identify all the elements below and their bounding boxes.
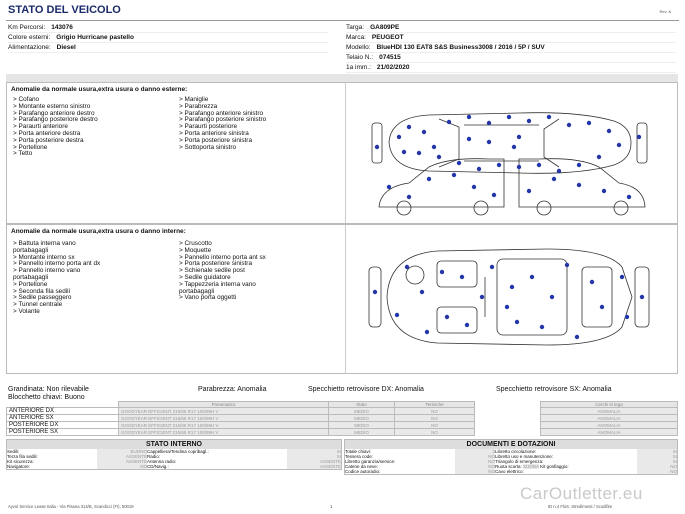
- model-value: BlueHDI 130 EAT8 S&S Business3008 / 2016 / 5P / SUV: [376, 44, 545, 51]
- summary-block: [8, 386, 678, 401]
- list-item: portabagagli: [13, 273, 49, 281]
- vehicle-info-right: [346, 23, 676, 73]
- windshield-status: Parabrezza: Anomalia: [198, 386, 267, 393]
- damage-marker: [512, 145, 516, 149]
- damage-marker: [472, 185, 476, 189]
- frame-label: Telaio N.:: [346, 54, 374, 61]
- color-label: Colore esterni:: [8, 34, 51, 41]
- damage-marker: [557, 169, 561, 173]
- damage-marker: [540, 325, 544, 329]
- damage-marker: [640, 295, 644, 299]
- damage-marker: [625, 315, 629, 319]
- list-item: > Paraurti anteriore: [13, 123, 68, 131]
- plate-label: Targa:: [346, 24, 365, 31]
- list-item: > Schienale sedile post: [179, 267, 245, 275]
- damage-marker: [567, 123, 571, 127]
- damage-marker: [552, 177, 556, 181]
- page-title: STATO DEL VEICOLO: [8, 4, 121, 16]
- damage-marker: [452, 173, 456, 177]
- exterior-damage-diagram: [369, 87, 654, 219]
- documents-table: [345, 449, 677, 474]
- list-item: > Parafango posteriore sinistro: [179, 116, 267, 124]
- brand-value: PEUGEOT: [371, 34, 404, 41]
- damage-marker: [565, 263, 569, 267]
- damage-marker: [445, 315, 449, 319]
- damage-marker: [515, 320, 519, 324]
- damage-marker: [517, 135, 521, 139]
- damage-marker: [577, 163, 581, 167]
- footer-address: Ayvol Service Lease Italia - Via Pisana 314/B, Scandicci (FI), 50018: [8, 504, 134, 509]
- damage-marker: [597, 155, 601, 159]
- interior-title: Anomalie da normale usura,extra usura o danno interne:: [11, 228, 186, 235]
- interior-section: [6, 224, 678, 374]
- damage-marker: [457, 161, 461, 165]
- damage-marker: [637, 135, 641, 139]
- key-block-status: Blocchetto chiavi: Buono: [8, 393, 85, 401]
- list-item: > Parabrezza: [179, 102, 218, 110]
- damage-marker: [427, 177, 431, 181]
- damage-marker: [447, 120, 451, 124]
- model-label: Modello:: [346, 44, 371, 51]
- damage-marker: [402, 150, 406, 154]
- interior-status-title: STATO INTERNO: [7, 440, 341, 449]
- list-item: > Moquette: [179, 246, 212, 254]
- damage-marker: [537, 163, 541, 167]
- list-item: > Pannello interno porta ant dx: [13, 260, 101, 268]
- list-item: > Parafango anteriore destro: [13, 109, 95, 117]
- list-item: > Portellone: [13, 143, 48, 151]
- list-item: > Battuta interna vano: [13, 240, 76, 247]
- damage-marker: [397, 135, 401, 139]
- rim-header: Cerchi in lega: [541, 402, 678, 408]
- fuel-label: Alimentazione:: [8, 44, 51, 51]
- list-item: > Sottoporta sinistro: [179, 143, 237, 151]
- table-row: Kit sicurezza: ASSENTE Antenna radio: ASSENTE: [7, 459, 341, 464]
- damage-marker: [373, 290, 377, 294]
- vehicle-info-left: [8, 23, 328, 53]
- damage-marker: [575, 335, 579, 339]
- registration-label: 1a imm.:: [346, 64, 371, 71]
- table-row: Navigatore: NO CD/Navig.: ASSENTE: [7, 464, 341, 469]
- interior-column-divider: [345, 225, 346, 373]
- registration-value: 21/02/2020: [376, 64, 410, 71]
- damage-marker: [395, 313, 399, 317]
- table-row: POSTERIORE DX GOODYEAR EFFICIENT 215/65 R17 100/99H V MEDIO NO ANOMALIA: [7, 422, 678, 429]
- color-value: Grigio Hurricane pastello: [56, 34, 134, 41]
- list-item: > Tetto: [13, 150, 33, 158]
- damage-marker: [425, 330, 429, 334]
- hail-status: Grandinata: Non rilevabile: [8, 386, 89, 393]
- table-row: ANTERIORE DX GOODYEAR EFFICIENT 215/65 R17 100/99H V MEDIO NO ANOMALIA: [7, 408, 678, 415]
- fuel-value: Diesel: [56, 44, 76, 51]
- damage-marker: [577, 183, 581, 187]
- damage-marker: [440, 270, 444, 274]
- band-divider: [6, 74, 678, 82]
- damage-marker: [480, 295, 484, 299]
- footer-page-number: 1: [330, 504, 333, 509]
- damage-marker: [530, 275, 534, 279]
- damage-marker: [607, 129, 611, 133]
- damage-marker: [600, 305, 604, 309]
- exterior-section: [6, 82, 678, 224]
- damage-marker: [517, 165, 521, 169]
- damage-marker: [487, 140, 491, 144]
- interior-damage-diagram: [367, 237, 657, 367]
- list-item: > Paraurti posteriore: [179, 123, 238, 131]
- interior-list-right: [179, 241, 349, 302]
- list-item: > Sedile guidatore: [179, 273, 231, 281]
- list-item: > Pannello interno vano: [13, 267, 81, 275]
- damage-marker: [527, 119, 531, 123]
- exterior-title: Anomalie da normale usura,extra usura o danno esterne:: [11, 86, 188, 93]
- watermark-logo: CarOutletter.eu: [520, 484, 643, 503]
- table-row: Libretto garanzia/service: NO Triangolo di emergenza: SI: [345, 459, 677, 464]
- damage-marker: [437, 155, 441, 159]
- list-item: > Volante: [13, 307, 40, 315]
- damage-marker: [527, 189, 531, 193]
- list-item: > Parafango anteriore sinistro: [179, 109, 264, 117]
- damage-marker: [602, 189, 606, 193]
- damage-marker: [620, 275, 624, 279]
- list-item: > Porta posteriore destra: [13, 136, 84, 144]
- list-item: > Montante interno sx: [13, 253, 75, 261]
- damage-marker: [467, 115, 471, 119]
- table-row: Catene da neve: NO Ruota scorta: SUONA Kit gonfiaggio: NO: [345, 464, 677, 469]
- list-item: > Porta anteriore sinistra: [179, 129, 249, 137]
- documents-box: [344, 439, 678, 475]
- damage-marker: [492, 193, 496, 197]
- list-item: > Pannello interno porta ant sx: [179, 253, 266, 261]
- list-item: > Porta posteriore sinistra: [179, 136, 252, 144]
- list-item: > Tunnel centrale: [13, 301, 63, 309]
- km-value: 143076: [51, 24, 73, 31]
- list-item: portabagagli: [179, 287, 215, 295]
- damage-marker: [460, 275, 464, 279]
- damage-marker: [417, 151, 421, 155]
- table-row: Tessera code: NO Libretto uso e manutenzione: SI: [345, 454, 677, 459]
- damage-marker: [375, 145, 379, 149]
- damage-marker: [490, 265, 494, 269]
- damage-marker: [627, 195, 631, 199]
- list-item: > Porta posteriore sinistra: [179, 260, 252, 268]
- damage-marker: [405, 265, 409, 269]
- revision-label: Rev. A: [659, 9, 671, 14]
- thermal-header: Termiche: [395, 402, 475, 408]
- tyre-header: Pneumatico: [119, 402, 329, 408]
- state-header: Stato: [329, 402, 395, 408]
- header-divider: [6, 20, 679, 21]
- tyres-table: [6, 401, 678, 436]
- damage-marker: [487, 121, 491, 125]
- damage-marker: [420, 290, 424, 294]
- list-item: > Maniglie: [179, 96, 209, 103]
- list-item: > Cruscotto: [179, 240, 212, 247]
- list-item: > Sedile passeggero: [13, 294, 72, 302]
- mirror-left-status: Specchietto retrovisore SX: Anomalia: [496, 386, 612, 393]
- damage-marker: [550, 295, 554, 299]
- table-row: Terza fila sedili: ASSENTE Radio: SI: [7, 454, 341, 459]
- damage-marker: [407, 125, 411, 129]
- damage-marker: [510, 285, 514, 289]
- table-row: POSTERIORE SX GOODYEAR EFFICIENT 215/65 R17 100/99H V MEDIO NO ANOMALIA: [7, 429, 678, 436]
- table-row: Totale chiavi: 2 Libretto circolazione: SI: [345, 449, 677, 454]
- damage-marker: [387, 185, 391, 189]
- list-item: > Tappezzeria interna vano: [179, 280, 256, 288]
- exterior-list-left: [13, 97, 178, 158]
- exterior-list-right: [179, 97, 349, 151]
- list-item: > Cofano: [13, 96, 40, 103]
- table-row: ANTERIORE SX GOODYEAR EFFICIENT 215/65 R17 100/99H V MEDIO NO ANOMALIA: [7, 415, 678, 422]
- list-item: > Montante esterno sinistro: [13, 102, 91, 110]
- damage-marker: [477, 167, 481, 171]
- damage-marker: [505, 305, 509, 309]
- list-item: portabagagli: [13, 246, 49, 254]
- damage-marker: [467, 137, 471, 141]
- interior-status-box: [6, 439, 342, 470]
- damage-marker: [407, 195, 411, 199]
- plate-value: GA809PE: [370, 24, 400, 31]
- damage-marker: [465, 323, 469, 327]
- damage-marker: [497, 163, 501, 167]
- table-row: Sedili: BUONO Cappelliera/Tendina copribagl.: SI: [7, 449, 341, 454]
- footer-document-id: ID n.4 FloS. Stredimenti / Scudifire: [548, 504, 613, 509]
- damage-marker: [590, 280, 594, 284]
- damage-marker: [617, 143, 621, 147]
- damage-marker: [587, 121, 591, 125]
- km-label: Km Percorsi:: [8, 24, 46, 31]
- table-row: Codice autoradio: NO Cavo elettrico: NO: [345, 469, 677, 474]
- list-item: > Parafango posteriore destro: [13, 116, 98, 124]
- list-item: > Seconda fila sedili: [13, 287, 71, 295]
- list-item: > Portellone: [13, 280, 48, 288]
- frame-value: 074515: [379, 54, 401, 61]
- exterior-column-divider: [345, 83, 346, 223]
- list-item: > Porta anteriore destra: [13, 129, 81, 137]
- brand-label: Marca:: [346, 34, 366, 41]
- damage-marker: [507, 115, 511, 119]
- interior-list-left: [13, 241, 178, 316]
- list-item: > Vano porta oggetti: [179, 294, 237, 302]
- damage-marker: [547, 115, 551, 119]
- mirror-right-status: Specchietto retrovisore DX: Anomalia: [308, 386, 424, 393]
- damage-marker: [432, 145, 436, 149]
- documents-title: DOCUMENTI E DOTAZIONI: [345, 440, 677, 449]
- damage-marker: [422, 130, 426, 134]
- interior-status-table: [7, 449, 341, 469]
